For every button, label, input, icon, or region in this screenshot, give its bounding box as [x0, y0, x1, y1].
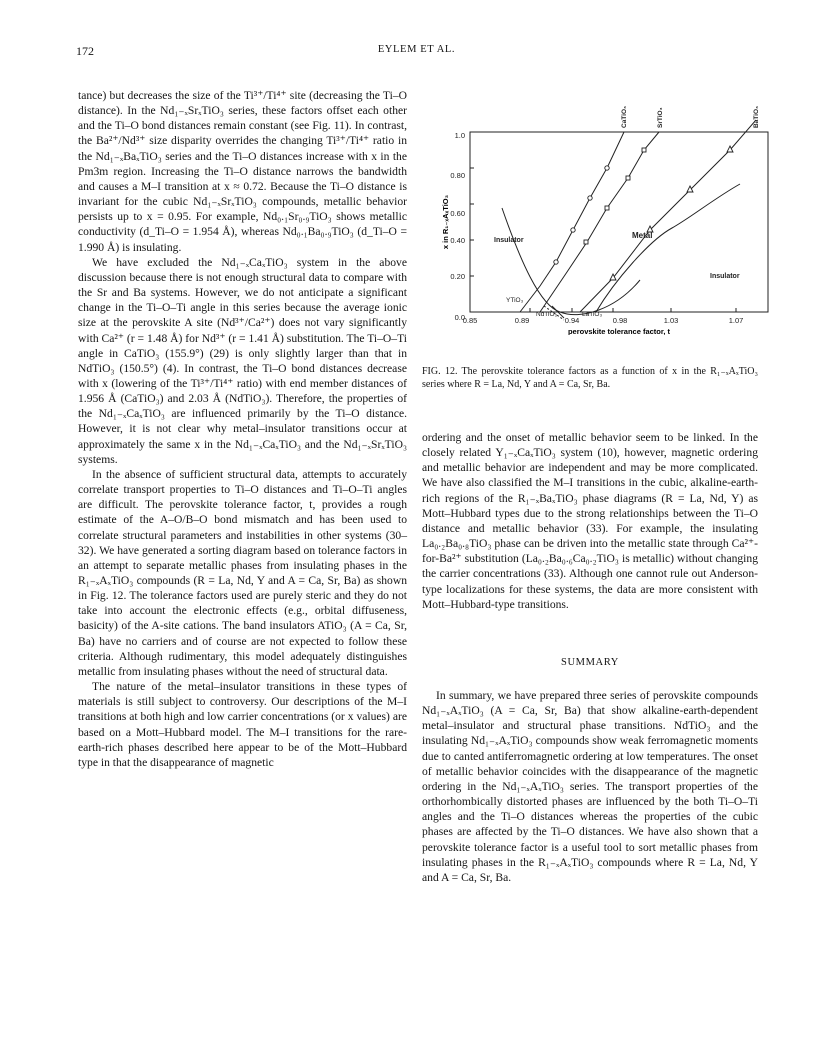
- right-column-text: [422, 430, 758, 612]
- boundary-right: [596, 184, 740, 312]
- figure-12: [440, 80, 770, 335]
- running-head: EYLEM ET AL.: [377, 44, 456, 55]
- x-tick-label: 1.03: [663, 316, 679, 325]
- data-point: [584, 240, 588, 244]
- figure-caption: [422, 365, 758, 391]
- x-tick-label: 0.94: [564, 316, 580, 325]
- latio3-label: LaTiO₃: [582, 311, 603, 318]
- y-tick-label: 0.80: [450, 171, 465, 180]
- catio3-label: CaTiO₃: [621, 105, 628, 128]
- x-tick-label: 0.98: [612, 316, 628, 325]
- y-tick-label: 0.40: [450, 236, 465, 245]
- y-tick-label: 0.0: [454, 313, 465, 322]
- ndtio3-label: NdTiO₃: [536, 311, 558, 318]
- y-axis-label: x in R₁₋ₓAₓTiO₃: [441, 194, 450, 250]
- y-tick-label: 0.20: [450, 272, 465, 281]
- srtio3-label: SrTiO₃: [657, 107, 664, 128]
- y-tick-label: 0.60: [450, 209, 465, 218]
- x-tick-label: 1.07: [728, 316, 744, 325]
- paragraph: In summary, we have prepared three series of perovskite compounds Nd₁₋ₓAₓTiO₃ (A = Ca, Sr, Ba) that show alkaline-earth-dependent metal–insulator and structural phase transitions. NdTiO₃ and the insulating Nd₁₋ₓAₓTiO₃ compounds show weak ferromagnetic moments due to canted antiferromagnetic ordering at low temperatures. The onset of metallic behavior coincides with the disappearance of the magnetic ordering in the Nd₁₋ₓAₓTiO₃ series. The transport properties of the orthorhombically distorted phases are influenced by the both Ti–O–Ti angles and the Ti–O distances whereas the properties of the cubic phases are affected by the Ti–O distances. We have also shown that a perovskite tolerance factor is a useful tool to sort metallic phases from insulating phases in the R₁₋ₓAₓTiO₃ compounds where R = La, Nd, Y and A = Ca, Sr, Ba.: [422, 689, 758, 884]
- metal-label: Metal: [632, 231, 653, 240]
- data-point: [571, 228, 575, 232]
- page-number: 172: [76, 44, 94, 58]
- data-point: [626, 176, 630, 180]
- data-point: [588, 196, 592, 200]
- data-point: [687, 186, 693, 192]
- summary-section: [422, 688, 758, 885]
- insulator-left-label: Insulator: [494, 237, 524, 244]
- data-point: [605, 166, 609, 170]
- caption-text: The perovskite tolerance factors as a function of x in the R₁₋ₓAₓTiO₃ series where R = La, Nd, Y and A = Ca, Sr, Ba.: [422, 366, 758, 390]
- paragraph: The nature of the metal–insulator transitions in these types of materials is still subject to controversy. Our descriptions of the M–I transitions at both high and low carrier concentrations (or x values) are based on a Mott–Hubbard model. The M–I transitions for the rare-earth-rich phases described here appear to be of the Mott–Hubbard type in that the disappearance of magnetic: [78, 680, 407, 769]
- plot-frame: [470, 132, 768, 312]
- ytio3-label: YTiO₃: [506, 297, 524, 304]
- data-point: [605, 206, 609, 210]
- insulator-right-label: Insulator: [710, 273, 740, 280]
- x-tick-label: 0.89: [514, 316, 530, 325]
- y-tick-label: 1.0: [454, 131, 465, 140]
- paragraph: ordering and the onset of metallic behavior seem to be linked. In the closely related Y₁₋ₓCaₓTiO₃ system (10), however, magnetic ordering and metallic behavior are independent and may be more complicated. We have also classified the M–I transitions in the cubic, alkaline-earth-rich regions of the R₁₋ₓBaₓTiO₃ phase diagrams (R = La, Nd, Y) as Mott–Hubbard types due to the strong relationships between the Ti–O distance and metallic behavior (33). For example, the insulating La₀.₂Ba₀.₈TiO₃ phase can be driven into the metallic state through Ca²⁺-for-Ba²⁺ substitution (La₀.₂Ba₀.₆Ca₀.₂TiO₃ is metallic) without changing the carrier concentrations (33). Although one cannot rule out Anderson-type localizations for these systems, the data are more consistent with Mott–Hubbard-type transitions.: [422, 431, 758, 611]
- data-point: [554, 260, 558, 264]
- summary-heading: SUMMARY: [561, 657, 619, 668]
- ca-series-line: [520, 132, 624, 312]
- data-point: [642, 148, 646, 152]
- sr-series-line: [540, 132, 659, 312]
- batio3-label: BaTiO₃: [753, 105, 760, 128]
- paragraph: tance) but decreases the size of the Ti³⁺/Ti⁴⁺ site (decreasing the Ti–O distance). In the Nd₁₋ₓSrₓTiO₃ series, these factors offset each other and the Ti–O bond distances remain constant (see Fig. 11). In contrast, the Ba²⁺/Nd³⁺ size disparity overrides the changing Ti³⁺/Ti⁴⁺ ratio in the Nd₁₋ₓBaₓTiO₃ series and the Ti–O distances increase with x in the Pm3m region. Increasing the Ti–O distance narrows the bandwidth and causes a M–I transition at x ≈ 0.72. Because the Ti–O distance is invariant for the cubic Nd₁₋ₓSrₓTiO₃ compounds, metallic behavior persists up to x = 0.95. For example, Nd₀.₁Sr₀.₉TiO₃ shows metallic conductivity (d_Ti–O = 1.954 Å), whereas Nd₀.₁Ba₀.₉TiO₃ (d_Ti–O = 1.990 Å) is insulating.: [78, 89, 407, 254]
- left-column: [78, 88, 407, 770]
- paragraph: In the absence of sufficient structural data, attempts to accurately correlate transport properties to Ti–O distances and Ti–O–Ti angles are difficult. The perovskite tolerance factor, t, provides a rough estimate of the A–O/B–O bond mismatch and has been used to correlate structural parameters and instabilities in other systems (30–32). We have generated a sorting diagram based on tolerance factors in an attempt to separate metallic phases from insulating phases in the R₁₋ₓAₓTiO₃ compounds (R = La, Nd, Y and A = Ca, Sr, Ba) as shown in Fig. 12. The tolerance factors used are purely steric and they do not take into account the electronic effects (e.g., orbital diffuseness, basicity) of the A-site cations. The band insulators ATiO₃ (A = Ca, Sr, Ba) have no carriers and of course are not expected to follow these criteria. Although rudimentary, this model adequately distinguishes metallic from insulating phases without the need of structural data.: [78, 467, 407, 678]
- tolerance-factor-diagram: [440, 80, 770, 335]
- caption-label: FIG. 12.: [422, 366, 458, 377]
- x-tick-label: 0.85: [462, 316, 478, 325]
- x-axis-label: perovskite tolerance factor, t: [567, 327, 671, 335]
- paragraph: We have excluded the Nd₁₋ₓCaₓTiO₃ system in the above discussion because there is not enough structural data to compare with the Sr and Ba systems. However, we do not anticipate a significant change in the Ti–O–Ti angle in this series because the average ionic size at the perovskite A site (Nd³⁺/Ca²⁺) does not vary significantly with Ca²⁺ (r = 1.48 Å) for Nd³⁺ (r = 1.41 Å) substitution. The Ti–O–Ti angle in CaTiO₃ (155.9°) (29) is only slightly larger than that in NdTiO₃ (150.5°) (4). In contrast, the Ti–O bond distances decrease with x (lowering of the Ti³⁺/Ti⁴⁺ ratio) with end member distances of 1.956 Å (CaTiO₃) and 2.03 Å (NdTiO₃). Therefore, the properties of the Nd₁₋ₓCaₓTiO₃ are influenced primarily by the Ti–O distance. However, it is not clear why metal–insulator transitions occur at approximately the same x in the Nd₁₋ₓCaₓTiO₃ and the Nd₁₋ₓSrₓTiO₃ systems.: [78, 255, 407, 466]
